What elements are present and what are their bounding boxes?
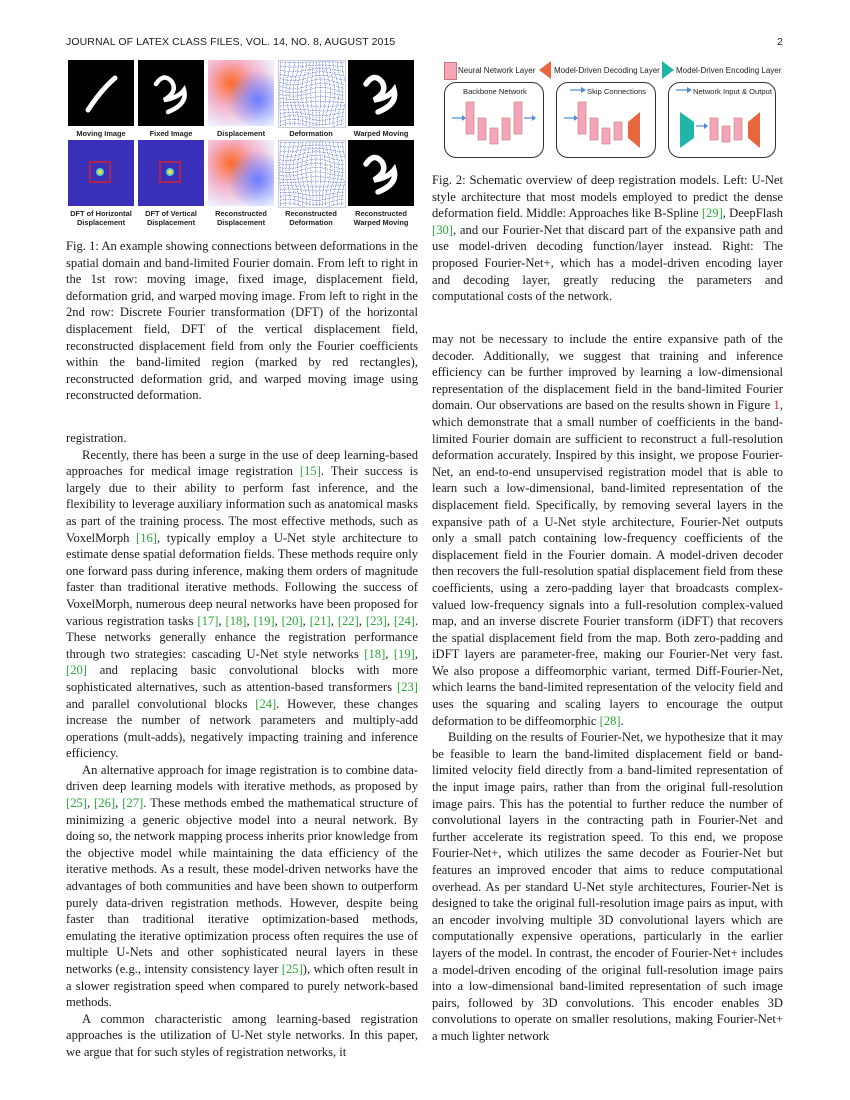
nn-layer-legend-icon — [444, 62, 457, 80]
citation[interactable]: [16] — [136, 530, 157, 545]
label-displacement: Displacement — [216, 129, 266, 138]
skip-diagram — [560, 96, 652, 154]
deformation-grid — [278, 60, 346, 128]
citation[interactable]: [27] — [122, 796, 144, 811]
citation[interactable]: [20] — [66, 663, 87, 678]
citation[interactable]: [23] — [397, 679, 418, 694]
label-reconstructed-warped: Reconstructed Warped Moving — [353, 209, 409, 227]
figure-1-caption: Fig. 1: An example showing connections between deformations in the spatial domain and band-limited Fourier domain. From left to right in the 1st row: moving image, fixed image, displacement field, deformation grid, and warped moving image. From left to right in the 2nd row: Discrete Fourier transformation (DFT) of the horizontal displacement field, DFT of the vertical displacement field, reconstructed displacement field from only the Fourier coefficients within the band-limited region (marked by red rectangles), reconstructed deformation grid, and warped moving image using reconstructed deformation. — [66, 239, 418, 403]
citation[interactable]: [29] — [701, 206, 723, 221]
citation[interactable]: [17] — [197, 613, 219, 628]
io-arrow-icon — [676, 86, 692, 94]
left-column-body — [66, 430, 418, 1061]
legend-encoding-layer: Model-Driven Encoding Layer — [676, 66, 782, 75]
citation[interactable]: [18] — [364, 646, 386, 661]
skip-arrow-icon — [570, 86, 586, 94]
citation[interactable]: [26] — [94, 796, 116, 811]
label-moving-image: Moving Image — [76, 129, 126, 138]
page-number: 2 — [777, 36, 783, 48]
panel-backbone-title: Backbone Network — [463, 87, 527, 96]
citation[interactable]: [25] — [281, 962, 303, 976]
paragraph: may not be necessary to include the entire expansive path of the decoder. Additionally, we suggest that training and inference efficiency can be further improved by learning a low-dimensional representation of the displacement field in the band-limited Fourier domain. Our observations are based on the results shown in Figure 1, which demonstrate that a small number of coefficients in the band-limited Fourier domain are sufficient to reconstruct a full-resolution deformation accurately. Inspired by this insight, we propose Fourier-Net, an end-to-end unsupervised registration model that is able to learn such a low-dimensional, band-limited representation of the displacement field. Specifically, by removing several layers in the expansive path of a U-Net style architecture, Fourier-Net outputs only a small patch containing low-frequency coefficients of the displacement field in the Fourier domain. A model-driven decoder then recovers the full-resolution spatial displacement field from these coefficients, using a zero-padding layer that broadcasts complex-valued low-frequency signals into a full-resolution complex-valued map, and an inverse discrete Fourier transform (iDFT) that recovers the spatial displacement field from the map. Both zero-padding and iDFT layers are parameter-free, making our Fourier-Net very fast. We also propose a diffeomorphic variant, termed Diff-Fourier-Net, which learns the band-limited representation of the velocity field and uses the squaring and scaling layers to encourage the output deformation to be diffeomorphic [28]. — [432, 332, 783, 728]
label-reconstructed-deformation: Reconstructed Deformation — [285, 209, 337, 227]
reconstructed-displacement — [208, 140, 274, 206]
panel-io-title: Network Input & Output — [693, 87, 772, 96]
citation[interactable]: [30] — [432, 222, 453, 237]
backbone-diagram — [448, 96, 540, 154]
citation[interactable]: [15] — [299, 464, 321, 479]
citation[interactable]: [19] — [393, 646, 415, 661]
dft-vertical-displacement — [138, 140, 204, 206]
label-fixed-image: Fixed Image — [149, 129, 193, 138]
paragraph: An alternative approach for image registration is to combine data-driven deep learning models with iterative methods, as proposed by [25], [26], [27]. These methods embed the mathematical structure of minimizing a generic objective model into a neural network. By doing so, the network mapping process inherits prior knowledge from the objective model while maintaining the data efficiency of the iterative methods. As a result, these model-driven networks have the advantages of both communities and have been shown to outperform purely data-driven registration methods. However, despite being faster than traditional iterative optimization-based methods, emulating the iterative optimization process often requires the use of multiple U-Nets and other sophisticated neural layers in these networks (e.g., intensity consistency layer [25]), which often result in a slower registration speed when compared to purely network-based methods. — [66, 762, 419, 1010]
citation[interactable]: [21] — [309, 613, 331, 628]
paragraph: Recently, there has been a surge in the use of deep learning-based approaches for medical image registration [15]. Their success is largely due to their ability to perform fast inference, and the flexibility to leverage auxiliary information such as anatomical masks as part of the training process. The most effective methods, such as VoxelMorph [16], typically employ a U-Net style architecture to estimate dense spatial deformation fields. These methods require only one forward pass during inference, making them orders of magnitude faster than traditional iterative methods. Following the success of VoxelMorph, numerous deep neural networks have been proposed for various registration tasks [17], [18], [19], [20], [21], [22], [23], [24]. These networks generally enhance the registration performance through two strategies: cascading U-Net style networks [18], [19], [20] and replacing basic convolutional blocks with more sophisticated alternatives, such as attention-based transformers [23] and parallel convolutional blocks [24]. However, these changes increase the number of network parameters and multiply-add operations (mult-adds), negatively impacting training and inference efficiency. — [66, 447, 419, 761]
reconstructed-deformation-grid — [278, 140, 346, 208]
dft-horizontal-displacement — [68, 140, 134, 206]
figure-2-caption: Fig. 2: Schematic overview of deep registration models. Left: U-Net style architecture that most models employed to predict the dense deformation field. Middle: Approaches like B-Spline [29], DeepFlash [30], and our Fourier-Net that discard part of the expansive path and use model-driven decoding function/layer instead. Right: The proposed Fourier-Net+, which has a model-driven encoding layer and decoding layer, greatly reducing the parameters and computational costs of the network. — [432, 173, 783, 304]
right-column-body — [432, 331, 783, 1045]
label-dft-horizontal: DFT of Horizontal Displacement — [70, 209, 132, 227]
fouriernet-plus-diagram — [672, 96, 772, 154]
paragraph: registration. — [66, 431, 127, 445]
warped-moving-image — [348, 60, 414, 126]
running-header: JOURNAL OF LATEX CLASS FILES, VOL. 14, NO. 8, AUGUST 2015 — [66, 36, 396, 48]
moving-image — [68, 60, 134, 126]
legend-nn-layer: Neural Network Layer — [458, 66, 536, 75]
label-dft-vertical: DFT of Vertical Displacement — [145, 209, 197, 227]
label-reconstructed-displacement: Reconstructed Displacement — [215, 209, 267, 227]
citation[interactable]: [18] — [225, 613, 247, 628]
citation[interactable]: [19] — [253, 613, 275, 628]
paragraph: A common characteristic among learning-based registration approaches is the utilization of U-Net style networks. In this paper, we argue that for such styles of registration networks, it — [66, 1011, 418, 1059]
encoding-layer-legend-icon — [662, 61, 674, 79]
paragraph: Building on the results of Fourier-Net, we hypothesize that it may be feasible to learn the band-limited displacement field or band-limited velocity field directly from a band-limited representation of the input image pairs, rather than from the original full-resolution image pairs. This has the potential to further reduce the number of convolutional layers in the contracting path in Fourier-Net and further accelerate its registration speed. To this end, we propose Fourier-Net+, which utilizes the same decoder as Fourier-Net but features an improved encoder that aims to reduce computational overhead. As per standard U-Net style architectures, Fourier-Net is designed to take the original full-resolution image pairs as input, with an encoder involving multiple 3D convolutional layers which are computationally expensive operations, particularly in the earlier layers of the model. In contrast, the encoder of Fourier-Net+ includes a model-driven encoding of the original full-resolution image pairs into a low-dimensional band-limited representation of such image pairs, followed by 3D convolutions. This encoder enables 3D convolutions to operate on smaller resolutions, making Fourier-Net+ a much lighter network — [432, 730, 783, 1043]
citation[interactable]: [20] — [281, 613, 303, 628]
decoding-layer-legend-icon — [539, 61, 551, 79]
figure-reference[interactable]: 1 — [773, 398, 780, 413]
citation[interactable]: [24] — [255, 696, 277, 711]
citation[interactable]: [25] — [66, 796, 87, 811]
displacement-field — [208, 60, 274, 126]
citation[interactable]: [28] — [599, 713, 621, 728]
label-deformation: Deformation — [289, 129, 333, 138]
reconstructed-warped-moving — [348, 140, 414, 206]
label-warped-moving: Warped Moving — [353, 129, 409, 138]
legend-decoding-layer: Model-Driven Decoding Layer — [554, 66, 660, 75]
fixed-image — [138, 60, 204, 126]
panel-skip-title: Skip Connections — [587, 87, 647, 96]
citation[interactable]: [22] — [337, 613, 359, 628]
citation[interactable]: [24] — [393, 613, 415, 628]
citation[interactable]: [23] — [365, 613, 387, 628]
